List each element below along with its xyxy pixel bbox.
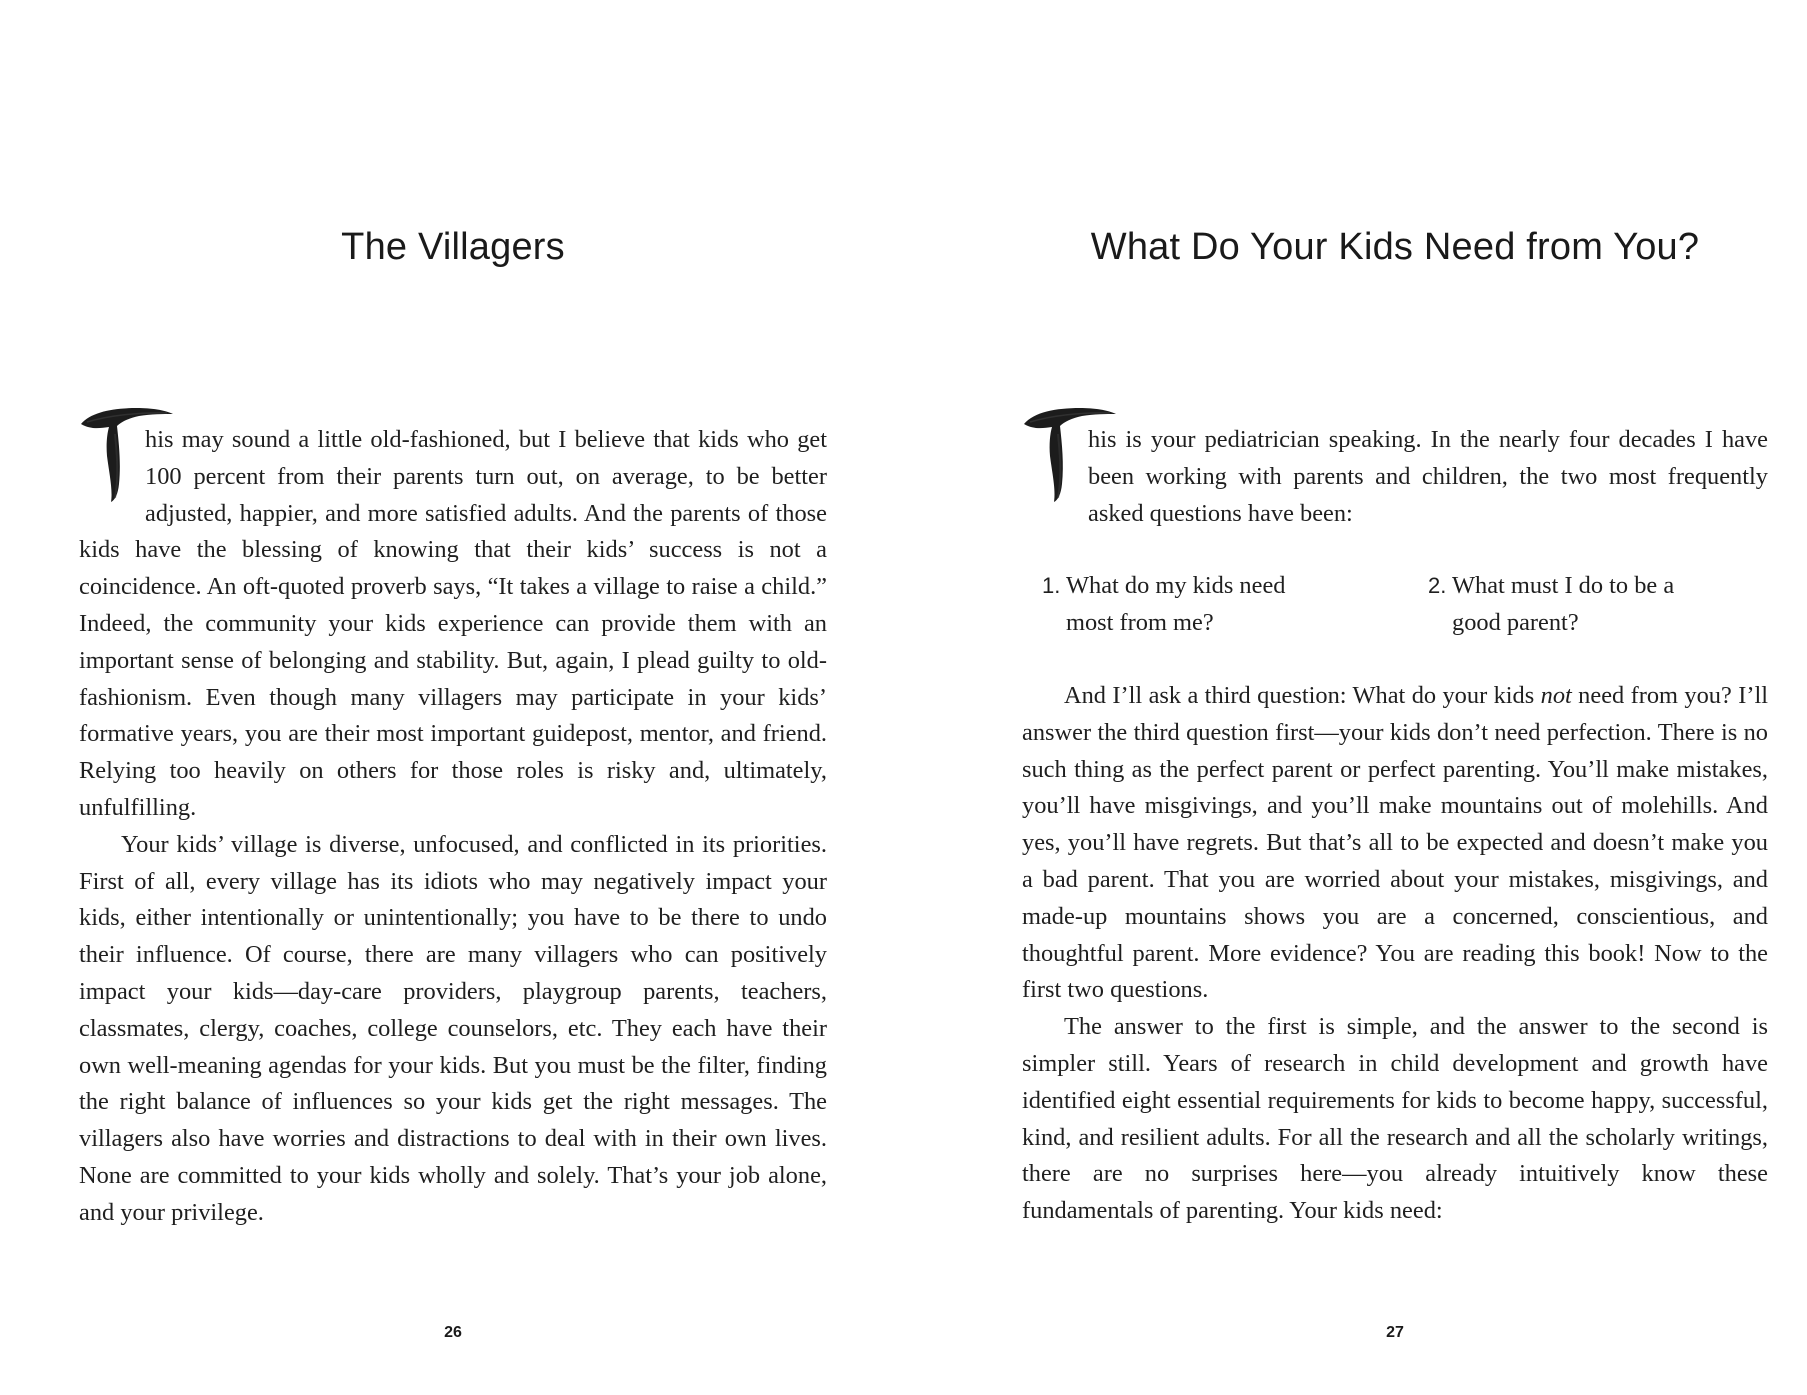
- body-text: [1022, 422, 1768, 1230]
- dropcap-t-icon: [79, 394, 145, 502]
- page-number: 26: [444, 1324, 462, 1341]
- chapter-title: The Villagers: [341, 226, 565, 268]
- question-list: [1022, 568, 1768, 642]
- paragraph-text: his may sound a little old-fashioned, but I believe that kids who get 100 percent from their parents turn out, on average, to be better adjusted, happier, and more satisfied adults. And the parents of those kids have the blessing of knowing that their kids’ success is not a coincidence. An oft-quoted proverb says, “It takes a village to raise a child.” Indeed, the community your kids experience can provide them with an important sense of belonging and stability. But, again, I plead guilty to old-fashionism. Even though many villagers may participate in your kids’ formative years, you are their most important guidepost, mentor, and friend. Relying too heavily on others for those roles is risky and, ultimately, unfulfilling.: [79, 426, 827, 821]
- body-text: [79, 422, 827, 1232]
- left-page: [79, 0, 827, 1395]
- list-text: What must I do to be a good parent?: [1452, 572, 1675, 637]
- paragraph-text-start: And I’ll ask a third question: What do your kids: [1064, 681, 1541, 709]
- emphasis: not: [1540, 681, 1572, 709]
- list-text: What do my kids need most from me?: [1066, 572, 1286, 637]
- page-number: 27: [1386, 1324, 1404, 1341]
- list-item: [1042, 568, 1382, 642]
- first-paragraph: [79, 422, 827, 827]
- brush-stroke-letter-t-icon: [77, 394, 177, 504]
- first-paragraph: [1022, 422, 1768, 532]
- paragraph: [1022, 678, 1768, 1009]
- paragraph: The answer to the first is simple, and the answer to the second is simpler still. Years of research in child development and growth have identified eight essential requirements for kids to become happy, successful, kind, and resilient adults. For all the research and all the scholarly writings, there are no surprises here—you already intuitively know these fundamentals of parenting. Your kids need:: [1022, 1013, 1768, 1225]
- dropcap-t-icon: [1022, 394, 1088, 502]
- chapter-title: What Do Your Kids Need from You?: [1090, 226, 1700, 268]
- paragraph: Your kids’ village is diverse, unfocused, and conflicted in its priorities. First of all, every village has its idiots who may negatively impact your kids, either intentionally or unintentionally; you have to be there to undo their influence. Of course, there are many villagers who can positively impact your kids—day-care providers, playgroup parents, teachers, classmates, clergy, coaches, college counselors, etc. They each have their own well-meaning agendas for your kids. But you must be the filter, finding the right balance of influences so your kids get the right messages. The villagers also have worries and distractions to deal with in their own lives. None are committed to your kids wholly and solely. That’s your job alone, and your privilege.: [79, 830, 827, 1226]
- brush-stroke-letter-t-icon: [1020, 394, 1120, 504]
- list-number: 2.: [1428, 573, 1447, 599]
- list-item: [1428, 568, 1768, 642]
- paragraph-text-end: need from you? I’ll answer the third question first—your kids don’t need perfection. There is no such thing as the perfect parent or perfect parenting. You’ll make mistakes, you’ll have misgivings, and you’ll make mountains out of molehills. And yes, you’ll have regrets. But that’s all to be expected and doesn’t make you a bad parent. That you are worried about your mistakes, misgivings, and made-up mountains shows you are a concerned, conscientious, and thoughtful parent. More evidence? You are reading this book! Now to the first two questions.: [1022, 681, 1768, 1004]
- list-number: 1.: [1042, 573, 1061, 599]
- paragraph-text: his is your pediatrician speaking. In the nearly four decades I have been working with parents and children, the two most frequently asked questions have been:: [1088, 426, 1768, 527]
- right-page: [1022, 0, 1768, 1395]
